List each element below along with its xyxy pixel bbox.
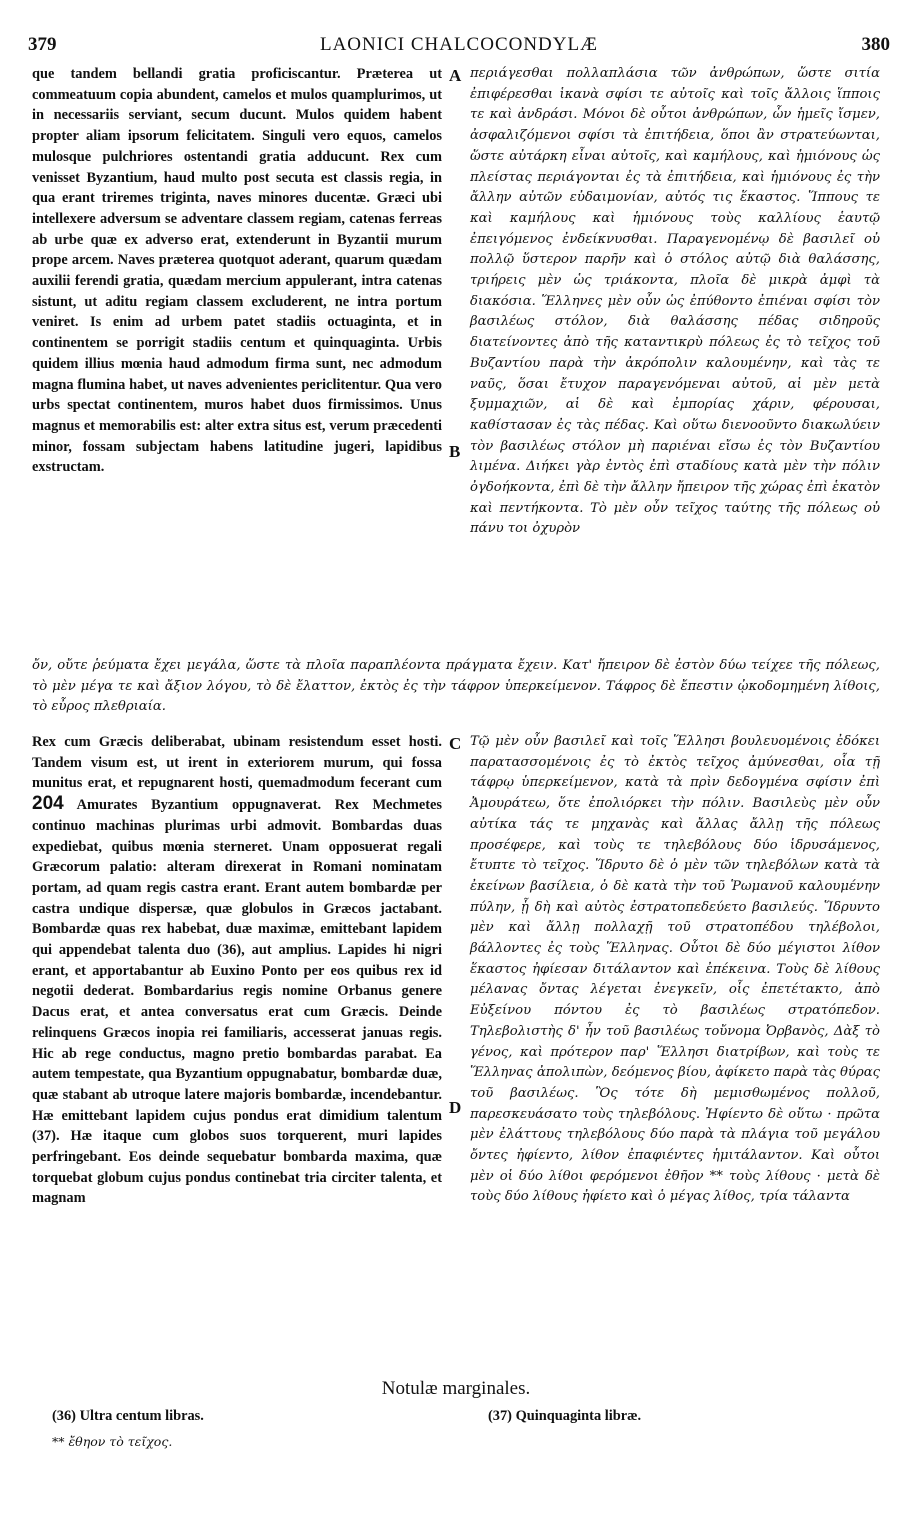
- greek-column-2: Τῷ μὲν οὖν βασιλεῖ καὶ τοῖς Ἕλλησι βουλευομένοις ἐδόκει παρατασσομένοις ἐς τὸ ἐκτὸς τεῖχος ἀμύνεσθαι, οἷα τῇ τάφρῳ ὑπερκείμενον, κατὰ τὰ πρὶν δεδογμένα σφίσιν ἐπὶ Ἀμουράτεω, ὅτε ἐπολιόρκει τὴν πόλιν. Βασιλεὺς μὲν οὖν αὐτίκα τάς τε μηχανὰς καὶ ἄλλας ἄλλῃ τῆς πόλεως προσέφερε, καὶ τοὺς τε τηλεβόλους δύο ἱδρυσάμενος, ἔτυπτε τὸ τεῖχος. Ἵδρυτο δὲ ὁ μὲν τῶν τηλεβόλων κατὰ τὰ ἐκείνων βασίλεια, ὁ δὲ κατὰ τὴν τοῦ Ῥωμανοῦ καλουμένην πύλην, ᾗ δὴ καὶ αὐτὸς ἐστρατοπεδεύετο βασιλεύς. Ἵδρυντο μὲν καὶ ἄλλῃ πολλαχῇ τοῦ στρατοπέδου τηλέβολοι, βάλλοντες ἐς τοὺς Ἕλληνας. Οὗτοι δὲ δύο μέγιστοι λίθον ἕκαστος ἠφίεσαν διτάλαντον καὶ ἐπέκεινα. Τοὺς δὲ λίθους μέλανας ὄντας λέγεται ἐνεγκεῖν, οἷς ἐπετέτακτο, ἀπὸ Εὐξείνου πόντου ἐς τὸ βασιλέως στρατόπεδον. Τηλεβολιστὴς δ' ἦν τοῦ βασιλέως τοὔνομα Ὀρβανὸς, Δὰξ τὸ γένος, καὶ πρότερον παρ' Ἕλλησι διατρίβων, καὶ τοὺς τε Ἕλληνας ἀπολιπὼν, δεόμενος βίου, ἀφίκετο παρὰ τὰς θύρας τοῦ βασιλέως. Ὃς τότε δὴ μεμισθωμένος πολλοῦ, παρεσκευάσατο τοὺς τηλεβόλους. Ἠφίεντο δὲ οὕτω · πρῶτα μὲν ἐλάττους τηλεβόλους δύο παρὰ τὰ πλάγια τοῦ μεγάλου ὄντες ἠφίεντο, λίθον ἐπαφιέντες ἡμιτάλαντον. Καὶ οὗτοι μὲν οἱ δύο λίθοι φερόμενοι ἐθῆον ** τοὺς λίθους · μετὰ δὲ τοὺς δύο λίθους ἠφίετο καὶ ὁ μέγας λίθος, τρία τάλαντα: [470, 734, 880, 1205]
- notes-title: Notulæ marginales.: [381, 1378, 531, 1399]
- page-number-left: 379: [28, 34, 57, 55]
- latin-column-2-text-b: Amurates Byzantium oppugnaverat. Rex Mechmetes continuo machinas plurimas urbi admovit. Bombardas duas expediebat, quibus mœnia sterneret. Unam opposuerat regali Græcorum palatio: alteram direxerat in Romani nominatam portam, ad quam regis castra erant. Erant autem bombardæ per castra undique dispersæ, quæ globulos in Græcos jactabant. Bombardæ quas rex habebat, duæ maximæ, emittebant lapidem qui appendebat talenta duo (36), aut amplius. Lapides hi nigri erant, et apportabantur ab Euxino Ponto per eos quibus rex id negotii dederat. Bombardarius regis nomine Orbanus genere Dacus erat, et antea conversatus erat cum Græcis. Deinde relinquens Græcos inopia rei familiaris, accesserat januas regis. Hic ab rege conductus, magno pretio bombardas parabat. Ea autem tempestate, qua Byzantium oppugnabatur, bombardæ duæ, quæ stabant ab utroque latere majoris bombardæ, incendebantur. Hæ emittebant lapidem cujus pondus erat dimidium talentum (37). Hæ itaque cum globos suos torquerent, muri lapides perfringebant. Eos deinde sequebatur bombarda maxima, quæ torquebat globum cujus pondus continebat tria circiter talenta, et magnam: [32, 797, 442, 1207]
- running-title: LAONICI CHALCOCONDYLÆ: [319, 34, 599, 55]
- note-36: (36) Ultra centum libras.: [52, 1408, 204, 1424]
- margin-mark-c: C: [449, 734, 462, 753]
- greek-column-1: περιάγεσθαι πολλαπλάσια τῶν ἀνθρώπων, ὥστε σιτία ἐπιφέρεσθαι ἱκανὰ σφίσι τε αὐτοῖς καὶ τοῖς ἄλλοις ἵπποις τε καὶ ἀνδράσι. Μόνοι δὲ οὗτοι ἀνθρώπων, ὧν ἡμεῖς ἴσμεν, ἀσφαλιζόμενοι σφίσι τὰ ἐπιτήδεια, ὅποι ἂν στρατεύωνται, ὥστε αὐτάρκη εἶναι αὐτοῖς, καὶ καμήλους, καὶ ἡμιόνους ὡς πλείστας περιάγονται ἐς τὰ ἐπιτήδεια, καὶ ἡμιόνους ἐς τὴν ἄλλην αὐτῶν εὐδαιμονίαν, αὐτός τις ἕκαστος. Ἵππους τε καὶ καμήλους καὶ ἡμιόνους τοὺς καλλίους ἑαυτῷ ἐπειγόμενος ἐνδείκνυσθαι. Παραγενομένῳ δὲ βασιλεῖ οὐ πολλῷ ὕστερον παρῆν καὶ ὁ στόλος αὐτῷ διὰ θαλάσσης, τριήρεις μὲν ὡς τριάκοντα, πλοῖα δὲ μικρὰ ἀμφὶ τὰ διακόσια. Ἕλληνες μὲν οὖν ὡς ἐπύθοντο ἐπιέναι σφίσι τὸν βασιλέως στόλον, διὰ θαλάσσης πέδας σιδηροῦς διατείνοντες ἀπὸ τῆς καταντικρὺ πόλεως ἐς τὸ τεῖχος τοῦ Βυζαντίου παρὰ τὴν ἀκρόπολιν καλουμένην, καὶ τὰς τε ναῦς, ὅσαι ἔτυχον παραγενόμεναι αὐτοῦ, αἱ μὲν μετὰ ξυμμαχιῶν, αἱ δὲ καὶ ἐμπορίας χάριν, φέρουσαι, καθίστασαν ἐς τὰς πέδας. Καὶ οὕτω διενοοῦντο διακωλύειν τὸν βασιλέως στόλον μὴ παριέναι εἴσω ἐς τὸν Βυζαντίου λιμένα. Διήκει γὰρ ἐντὸς ἐπὶ σταδίους κατὰ μὲν τὴν πόλιν ὀγδοήκοντα, ἐπὶ δὲ τὴν ἄλλην ἤπειρον τῆς χώρας ἐπὶ ἑκατὸν καὶ πεντήκοντα. Τὸ μὲν οὖν τεῖχος ταύτης τῆς πόλεως οὐ πάνυ τοι ὀχυρὸν: [470, 66, 880, 537]
- latin-column-2-text-a: Rex cum Græcis deliberabat, ubinam resistendum esset hosti. Tandem visum est, ut irent in exteriorem murum, qui fossa munitus erat, et repugnarent hosti, quemadmodum fecerant cum: [32, 734, 442, 792]
- margin-mark-d: D: [449, 1098, 462, 1117]
- greek-full-width: ὄν, οὔτε ῥεύματα ἔχει μεγάλα, ὥστε τὰ πλοῖα παραπλέοντα πράγματα ἔχειν. Κατ' ἤπειρον δὲ ἐστὸν δύω τείχεε τῆς πόλεως, τὸ μὲν μέγα τε καὶ ἄξιον λόγου, τὸ δὲ ἔλαττον, ἐκτὸς ἐς τὴν τάφρον ὑπερκείμενον. Τάφρος δὲ ἔπεστιν ᾠκοδομημένη λίθοις, τὸ εὖρος πλεθριαία.: [32, 658, 880, 715]
- latin-column-2: [32, 732, 442, 1372]
- running-header: [28, 34, 890, 60]
- margin-mark-b: B: [449, 442, 461, 461]
- page-number-right: 380: [861, 34, 890, 55]
- variant-note: ** ἔθηον τὸ τεῖχος.: [52, 1434, 173, 1449]
- original-page-number: 204: [32, 793, 64, 815]
- note-37: (37) Quinquaginta libræ.: [488, 1408, 642, 1424]
- margin-mark-a: A: [449, 66, 462, 85]
- latin-column-1: que tandem bellandi gratia proficiscantur. Præterea ut commeatuum copia abundent, camelos et mulos quamplurimos, ut in necessariis serviant, secum ducunt. Mulos quidem habent propter aliam ipsorum felicitatem. Singuli vero equos, camelos mulosque pulchriores ostentandi gratia adducunt. Rex cum venisset Byzantium, haud multo post secuta est classis regia, in qua erant triremes triginta, naves minores ducentæ. Græci ubi intellexere adversum se adventare classem regiam, catenas ferreas ab urbe quæ ex adverso erat, extenderunt in Byzantii murum prope arcem. Naves præterea quotquot aderant, quarum quædam auxilii ferendi gratia, quædam mercium appulerant, intra catenas sistunt, ut aditu regiam classem excluderent, ne intra portum veniret. Is enim ad urbem patet stadiis octuaginta, et in continentem se porrigit stadiis centum et quinquaginta. Urbis quidem illius mœnia haud admodum firma sunt, nec admodum magna flumina habet, ut naves advenientes periclitentur. Qua vero urbs spectat continentem, muros habet duos firmissimos. Unus magnus et memorabilis est: alter extra situs est, verum præcedenti minor, fossam subjectam habens latitudine jugeri, lapidibus exstructam.: [32, 66, 442, 476]
